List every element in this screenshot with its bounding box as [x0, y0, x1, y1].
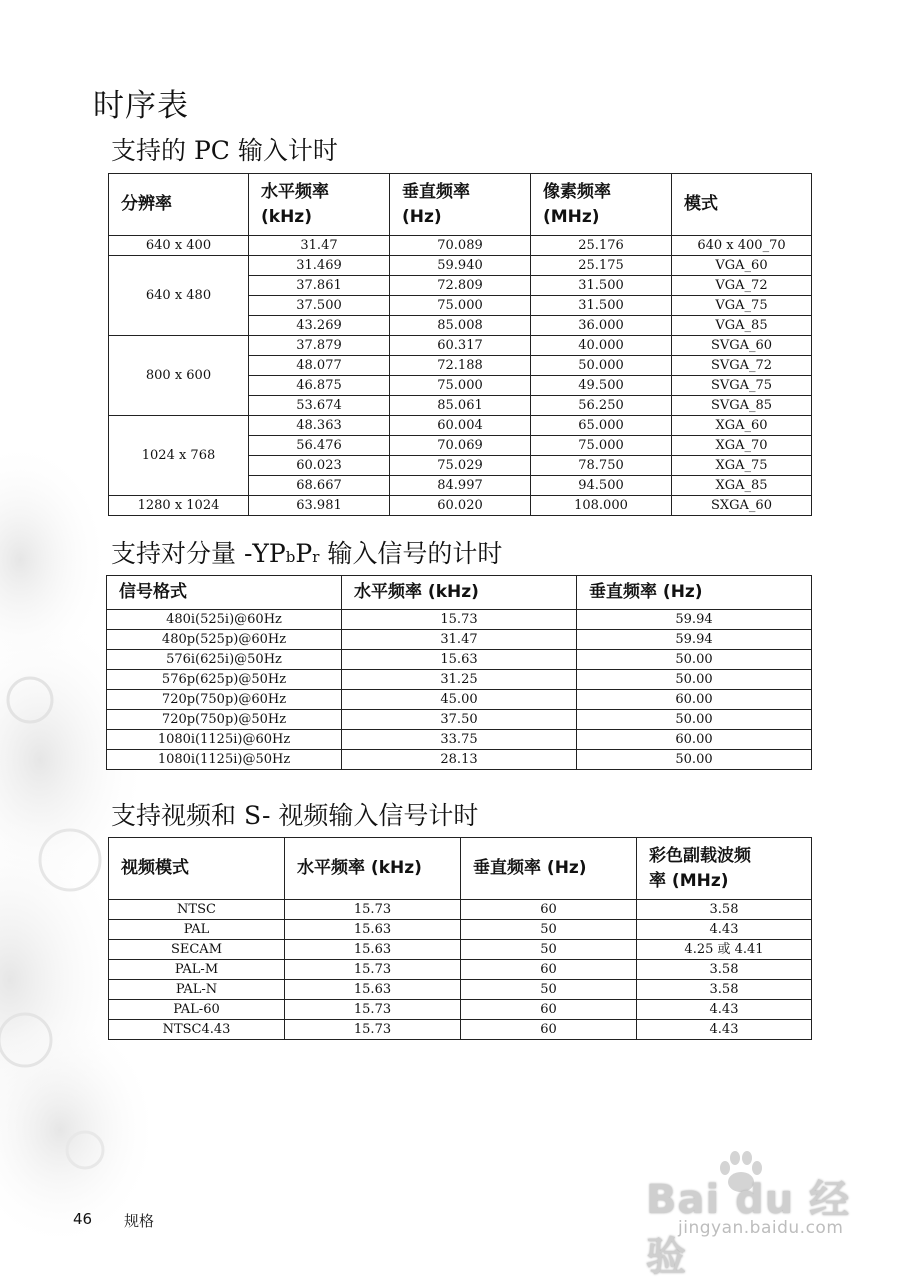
section2-header-0: 信号格式: [107, 576, 342, 610]
table-cell: XGA_70: [672, 436, 812, 456]
table-cell: 15.63: [285, 940, 461, 960]
section2-header-2: 垂直频率 (Hz): [577, 576, 812, 610]
table-cell: 1080i(1125i)@60Hz: [107, 730, 342, 750]
table-cell: 33.75: [342, 730, 577, 750]
table-cell: 60.00: [577, 730, 812, 750]
table-cell: SVGA_85: [672, 396, 812, 416]
section3-header-1: 水平频率 (kHz): [285, 838, 461, 900]
table-cell: 15.63: [342, 650, 577, 670]
table-row: [109, 496, 812, 516]
table-cell: 15.63: [285, 920, 461, 940]
table-cell: 37.879: [249, 336, 390, 356]
table-cell: 63.981: [249, 496, 390, 516]
table-cell: 15.73: [285, 1000, 461, 1020]
table-cell: 576p(625p)@50Hz: [107, 670, 342, 690]
table-row: [107, 690, 812, 710]
section3-header-2: 垂直频率 (Hz): [461, 838, 637, 900]
table-cell: SVGA_75: [672, 376, 812, 396]
table-cell: 480p(525p)@60Hz: [107, 630, 342, 650]
table-header-row: [109, 838, 812, 900]
table-row: [107, 730, 812, 750]
table-cell: 48.363: [249, 416, 390, 436]
table-cell: 60.317: [390, 336, 531, 356]
pc-timing-table: [108, 173, 812, 516]
table-cell: 46.875: [249, 376, 390, 396]
baidu-jingyan-watermark: [640, 1148, 870, 1280]
table-cell: 85.061: [390, 396, 531, 416]
table-cell: 60: [461, 1020, 637, 1040]
component-timing-table: [106, 575, 812, 770]
table-cell: 75.029: [390, 456, 531, 476]
table-cell: 36.000: [531, 316, 672, 336]
table-cell: 720p(750p)@60Hz: [107, 690, 342, 710]
table-row: [109, 920, 812, 940]
table-row: [107, 750, 812, 770]
table-cell: 50: [461, 920, 637, 940]
table-cell: 108.000: [531, 496, 672, 516]
section-title-prefix: 支持视频和: [111, 801, 237, 830]
section-title-component-timing: [111, 534, 502, 570]
table-cell: 15.73: [285, 900, 461, 920]
table-cell: 50.000: [531, 356, 672, 376]
table-header-row: [107, 576, 812, 610]
table-cell: XGA_85: [672, 476, 812, 496]
table-row: [107, 610, 812, 630]
table-cell: 49.500: [531, 376, 672, 396]
table-cell: 59.94: [577, 610, 812, 630]
section-title-prefix: 支持对分量: [111, 539, 237, 568]
table-cell: XGA_75: [672, 456, 812, 476]
table-cell: 45.00: [342, 690, 577, 710]
table-cell: SVGA_72: [672, 356, 812, 376]
table-row: [107, 670, 812, 690]
section-title-p1: P: [268, 539, 286, 568]
table-cell: 50.00: [577, 650, 812, 670]
table-row: [109, 236, 812, 256]
table-cell: 65.000: [531, 416, 672, 436]
table-cell: 25.176: [531, 236, 672, 256]
section-title-b: b: [285, 548, 296, 566]
table-cell: VGA_60: [672, 256, 812, 276]
page-title: 时序表: [93, 88, 189, 124]
table-row: [107, 630, 812, 650]
table-header-row: [109, 174, 812, 236]
table-cell: SVGA_60: [672, 336, 812, 356]
table-row: [109, 940, 812, 960]
table-cell: 75.000: [531, 436, 672, 456]
section-title-dash-y: -Y: [243, 539, 269, 568]
table-row: [109, 1000, 812, 1020]
resolution-cell: 800 x 600: [109, 336, 249, 416]
resolution-cell: 1280 x 1024: [109, 496, 249, 516]
table-row: [109, 960, 812, 980]
section-title-suffix: 视频输入信号计时: [278, 801, 479, 830]
table-cell: 50: [461, 940, 637, 960]
table-row: [107, 710, 812, 730]
table-cell: 3.58: [637, 960, 812, 980]
table-cell: 3.58: [637, 980, 812, 1000]
section1-header-3: 像素频率 (MHz): [531, 174, 672, 236]
section1-header-0: 分辨率: [109, 174, 249, 236]
table-cell: 68.667: [249, 476, 390, 496]
watermark-url: jingyan.baidu.com: [678, 1218, 844, 1238]
table-cell: XGA_60: [672, 416, 812, 436]
section1-header-4: 模式: [672, 174, 812, 236]
table-cell: 31.47: [342, 630, 577, 650]
table-cell: 60: [461, 960, 637, 980]
table-cell: 50: [461, 980, 637, 1000]
section-title-p2: P: [295, 539, 313, 568]
table-row: [109, 1020, 812, 1040]
page-number: 46: [73, 1210, 93, 1228]
section-title-suffix: 输入计时: [237, 136, 338, 165]
resolution-cell: 640 x 480: [109, 256, 249, 336]
table-cell: 15.63: [285, 980, 461, 1000]
table-cell: 3.58: [637, 900, 812, 920]
table-cell: 60: [461, 900, 637, 920]
table-cell: 72.188: [390, 356, 531, 376]
table-cell: 576i(625i)@50Hz: [107, 650, 342, 670]
table-cell: NTSC4.43: [109, 1020, 285, 1040]
table-cell: 60.00: [577, 690, 812, 710]
table-cell: 50.00: [577, 710, 812, 730]
table-cell: 60.004: [390, 416, 531, 436]
table-cell: 84.997: [390, 476, 531, 496]
section3-header-3: 彩色副载波频 率 (MHz): [637, 838, 812, 900]
table-cell: 59.940: [390, 256, 531, 276]
chapter-name: 规格: [124, 1212, 155, 1230]
table-cell: SECAM: [109, 940, 285, 960]
section1-header-1: 水平频率 (kHz): [249, 174, 390, 236]
table-cell: 15.73: [285, 960, 461, 980]
table-cell: VGA_72: [672, 276, 812, 296]
table-cell: 4.43: [637, 1020, 812, 1040]
table-cell: 37.500: [249, 296, 390, 316]
table-cell: PAL-N: [109, 980, 285, 1000]
table-cell: 48.077: [249, 356, 390, 376]
resolution-cell: 1024 x 768: [109, 416, 249, 496]
table-cell: 37.50: [342, 710, 577, 730]
watermark-logo-text: Bai du 经验: [646, 1177, 851, 1280]
table-cell: 72.809: [390, 276, 531, 296]
table-cell: 4.43: [637, 920, 812, 940]
table-row: [109, 416, 812, 436]
table-cell: 720p(750p)@50Hz: [107, 710, 342, 730]
section2-header-1: 水平频率 (kHz): [342, 576, 577, 610]
table-cell: 31.500: [531, 276, 672, 296]
table-cell: 60.020: [390, 496, 531, 516]
table-cell: 1080i(1125i)@50Hz: [107, 750, 342, 770]
table-cell: 25.175: [531, 256, 672, 276]
section-title-video-timing: [111, 796, 478, 832]
table-cell: PAL-M: [109, 960, 285, 980]
table-cell: 43.269: [249, 316, 390, 336]
table-cell: 40.000: [531, 336, 672, 356]
table-cell: 4.25 或 4.41: [637, 940, 812, 960]
table-cell: VGA_75: [672, 296, 812, 316]
table-cell: 31.500: [531, 296, 672, 316]
section-title-pc-timing: [111, 131, 338, 167]
section3-header-0: 视频模式: [109, 838, 285, 900]
table-cell: NTSC: [109, 900, 285, 920]
table-cell: 94.500: [531, 476, 672, 496]
table-cell: 15.73: [342, 610, 577, 630]
table-cell: 59.94: [577, 630, 812, 650]
table-cell: 4.43: [637, 1000, 812, 1020]
table-cell: 75.000: [390, 296, 531, 316]
section1-header-2: 垂直频率 (Hz): [390, 174, 531, 236]
resolution-cell: 640 x 400: [109, 236, 249, 256]
table-cell: 28.13: [342, 750, 577, 770]
table-row: [109, 256, 812, 276]
table-cell: PAL-60: [109, 1000, 285, 1020]
table-cell: 640 x 400_70: [672, 236, 812, 256]
table-cell: 70.069: [390, 436, 531, 456]
section-title-prefix: 支持的: [111, 136, 187, 165]
table-cell: 50.00: [577, 670, 812, 690]
table-cell: 37.861: [249, 276, 390, 296]
table-cell: SXGA_60: [672, 496, 812, 516]
table-cell: 60: [461, 1000, 637, 1020]
table-row: [109, 900, 812, 920]
table-cell: 56.250: [531, 396, 672, 416]
section-title-pc: PC: [193, 136, 230, 165]
table-cell: 75.000: [390, 376, 531, 396]
table-cell: 56.476: [249, 436, 390, 456]
table-cell: 60.023: [249, 456, 390, 476]
table-cell: 15.73: [285, 1020, 461, 1040]
table-cell: 85.008: [390, 316, 531, 336]
section-title-suffix: 输入信号的计时: [327, 539, 503, 568]
table-cell: 50.00: [577, 750, 812, 770]
table-cell: 31.469: [249, 256, 390, 276]
section-title-s: S-: [243, 801, 271, 830]
table-cell: 78.750: [531, 456, 672, 476]
table-row: [109, 980, 812, 1000]
table-cell: 480i(525i)@60Hz: [107, 610, 342, 630]
table-cell: 31.47: [249, 236, 390, 256]
section-title-r: r: [312, 548, 320, 566]
table-cell: 70.089: [390, 236, 531, 256]
table-cell: 53.674: [249, 396, 390, 416]
table-cell: 31.25: [342, 670, 577, 690]
table-row: [107, 650, 812, 670]
video-timing-table: [108, 837, 812, 1040]
table-cell: VGA_85: [672, 316, 812, 336]
table-row: [109, 336, 812, 356]
table-cell: PAL: [109, 920, 285, 940]
